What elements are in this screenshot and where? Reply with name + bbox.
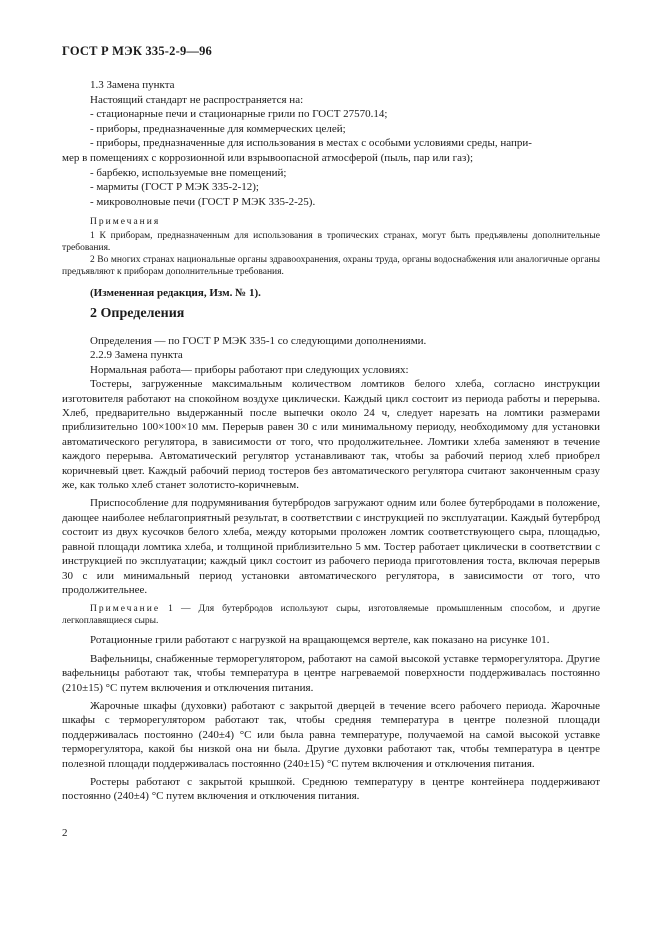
section-2-body (62, 334, 600, 804)
document-header: ГОСТ Р МЭК 335-2-9—96 (62, 44, 213, 58)
paragraph-toasters: Тостеры, загруженные максимальным количеством ломтиков белого хлеба, согласно инструкции изготовителя работают на спокойном воздухе циклически. Каждый цикл состоит из периода работы и перерыва. Хлеб, предварительно выдержанный после выпечки около 24 ч, следует нарезать на ломтики размерами приблизительно 100×100×10 мм. Перерыв равен 30 с или минимальному периоду, необходимому для установки автоматического регулятора, в зависимости от того, что продолжительнее. Ломтики хлеба заменяют в течение каждого перерыва. Автоматический регулятор устанавливают так, чтобы за рабочий период хлеб приобрел коричневый цвет. Каждый рабочий период тостеров без автоматического регулятора считают законченным сразу же, как только хлеб станет золотисто-коричневым. (62, 378, 600, 492)
list-item-continuation: мер в помещениях с коррозионной или взрывоопасной атмосферой (пыль, пар или газ); (62, 151, 474, 164)
section-1-3 (62, 78, 600, 301)
paragraph-waffle: Вафельницы, снабженные терморегулятором, работают на самой высокой уставке терморегулятора. Другие вафельницы работают так, чтобы температура в центре нагреваемой поверхности поддерживалась постоянно (210±15) °С путем включения и отключения питания. (62, 652, 600, 694)
list-item: - приборы, предназначенные для использования в местах с особыми условиями среды, напри- (90, 137, 532, 150)
note-2: 2 Во многих странах национальные органы здравоохранения, охраны труда, органы водоснабжения или аналогичные органы предъявляют к приборам дополнительные требования. (62, 254, 600, 277)
notes-heading: Примечания (90, 217, 161, 228)
list-item: - мармиты (ГОСТ Р МЭК 335-2-12); (90, 181, 259, 194)
paragraph-ovens: Жарочные шкафы (духовки) работают с закрытой дверцей в течение всего рабочего периода. Жарочные шкафы с терморегулятором работают так, чтобы средняя температура в центре полезной площади поддерживалась постоянно (240±4) °С или была равна температуре, получаемой на самой высокой уставке терморегулятора, какой бы низкой она ни была. Другие духовки работают так, чтобы температура в центре полезной площади поддерживалась постоянно (240±15) °С путем включения и отключения питания. (62, 699, 600, 770)
paragraph: 2.2.9 Замена пункта (90, 349, 183, 362)
list-item: - приборы, предназначенные для коммерческих целей; (90, 122, 346, 135)
paragraph-sandwich: Приспособление для подрумянивания бутербродов загружают одним или более бутербродами в положение, дающее наиболее неблагоприятный результат, в соответствии с инструкцией по эксплуатации. Каждый бутерброд состоит из двух кусочков белого хлеба, между которыми проложен ломтик соответствующего сыра, площадью, равной площади ломтика хлеба, и толщиной приблизительно 5 мм. Тостер работает циклически в соответствии с инструкцией по эксплуатации; каждый цикл состоит из рабочего периода приготовления тоста, включая перерыв 30 с или минимальный период установки автоматического регулятора, в зависимости от того, что продолжительнее. (62, 497, 600, 596)
note-heading: Примечание (90, 604, 161, 615)
list-item: - микроволновые печи (ГОСТ Р МЭК 335-2-25). (90, 195, 316, 208)
clause-title: 1.3 Замена пункта (90, 79, 175, 91)
section-2-heading: 2 Определения (90, 306, 185, 321)
list-item: - стационарные печи и стационарные грили по ГОСТ 27570.14; (90, 108, 388, 121)
note-1: 1 К приборам, предназначенным для использования в тропических странах, могут быть предъявлены дополнительные требования. (62, 230, 600, 253)
note-cheese (62, 603, 600, 627)
notes-block (62, 215, 600, 278)
paragraph: Нормальная работа— приборы работают при следующих условиях: (90, 363, 409, 376)
paragraph-grills: Ротационные грили работают с нагрузкой на вращающемся вертеле, как показано на рисунке 101. (90, 634, 550, 647)
clause-intro: Настоящий стандарт не распространяется на: (90, 93, 304, 106)
edition-note: (Измененная редакция, Изм. № 1). (90, 286, 261, 299)
list-item: - барбекю, используемые вне помещений; (90, 166, 287, 179)
note-text: 1 — Для бутербродов используют сыры, изготовляемые промышленным способом, и другие легкоплавящиеся сыры. (62, 604, 600, 627)
paragraph: Определения — по ГОСТ Р МЭК 335-1 со следующими дополнениями. (90, 335, 427, 347)
paragraph-roasters: Ростеры работают с закрытой крышкой. Среднюю температуру в центре контейнера поддерживают постоянно (240±4) °С путем включения и отключения питания. (62, 775, 600, 803)
page-number: 2 (62, 827, 68, 839)
